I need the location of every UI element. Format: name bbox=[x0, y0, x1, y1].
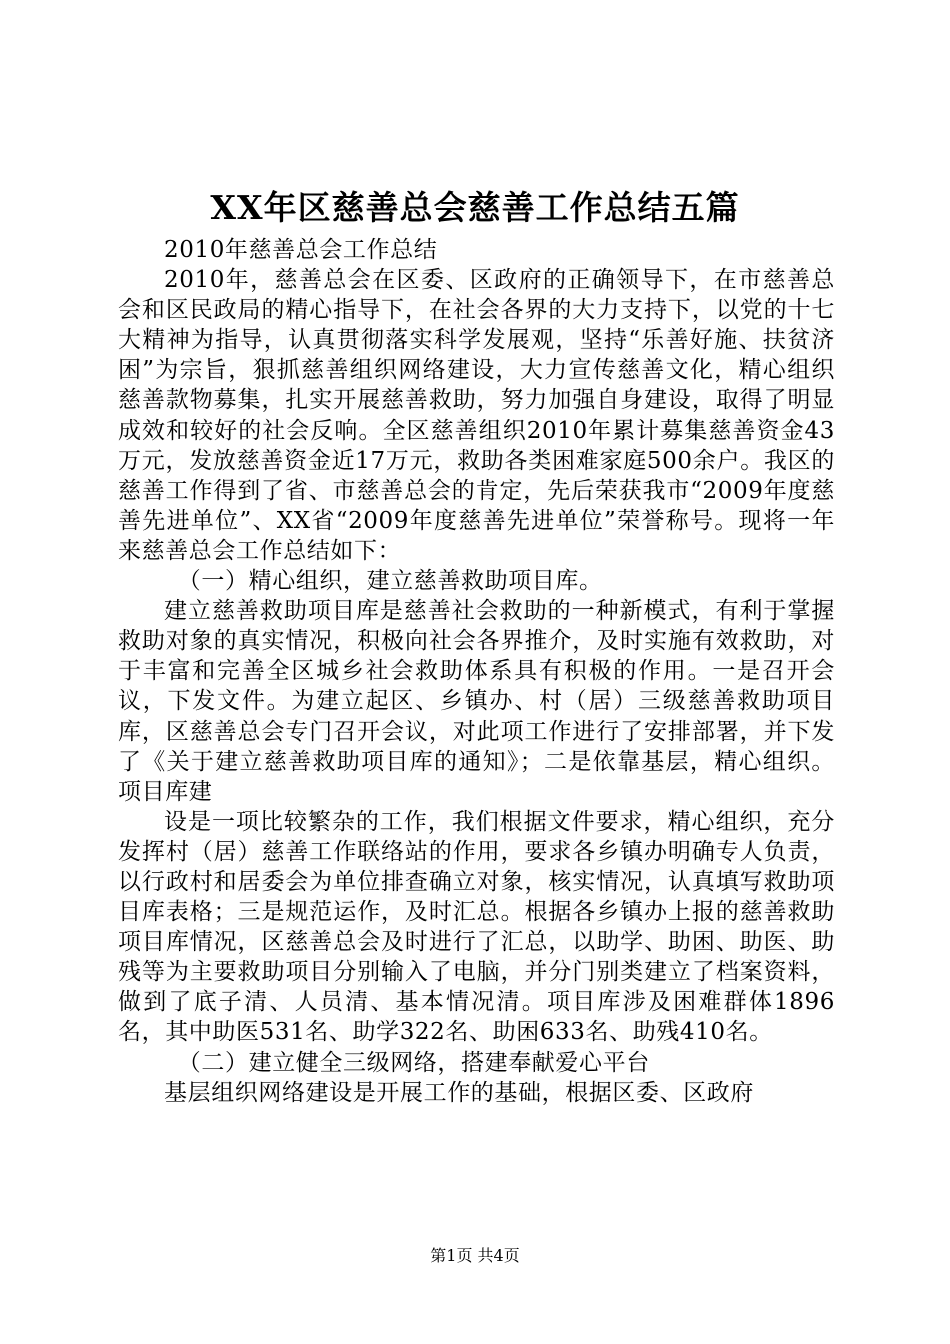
subsection-heading: （二）建立健全三级网络，搭建奉献爱心平台 bbox=[177, 1049, 650, 1076]
paragraph: 基层组织网络建设是开展工作的基础，根据区委、区政府 bbox=[164, 1079, 754, 1106]
subsection-heading: （一）精心组织，建立慈善救助项目库。 bbox=[177, 568, 603, 595]
paragraph: 设是一项比较繁杂的工作，我们根据文件要求，精心组织，充分发挥村（居）慈善工作联络站的作用，要求各乡镇办明确专人负责，以行政村和居委会为单位排查确立对象，核实情况，认真填写救助项目库表格；三是规范运作，及时汇总。根据各乡镇办上报的慈善救助项目库情况，区慈善总会及时进行了汇总，以助学、助困、助医、助残等为主要救助项目分别输入了电脑，并分门别类建立了档案资料，做到了底子清、人员清、基本情况清。项目库涉及困难群体1896名，其中助医531名、助学322名、助困633名、助残410名。 bbox=[118, 808, 835, 1046]
document-body bbox=[118, 235, 835, 1108]
document-title: XX年区慈善总会慈善工作总结五篇 bbox=[210, 188, 740, 227]
paragraph: 建立慈善救助项目库是慈善社会救助的一种新模式，有利于掌握救助对象的真实情况，积极向社会各界推介，及时实施有效救助，对于丰富和完善全区城乡社会救助体系具有积极的作用。一是召开会议，下发文件。为建立起区、乡镇办、村（居）三级慈善救助项目库，区慈善总会专门召开会议，对此项工作进行了安排部署，并下发了《关于建立慈善救助项目库的通知》；二是依靠基层，精心组织。项目库建 bbox=[118, 598, 835, 805]
section-heading: 2010年慈善总会工作总结 bbox=[164, 237, 438, 263]
page-footer: 第1页 共4页 bbox=[430, 1246, 520, 1265]
paragraph: 2010年，慈善总会在区委、区政府的正确领导下，在市慈善总会和区民政局的精心指导下，在社会各界的大力支持下，以党的十七大精神为指导，认真贯彻落实科学发展观，坚持“乐善好施、扶贫济困”为宗旨，狠抓慈善组织网络建设，大力宣传慈善文化，精心组织慈善款物募集，扎实开展慈善救助，努力加强自身建设，取得了明显成效和较好的社会反响。全区慈善组织2010年累计募集慈善资金43万元，发放慈善资金近17万元，救助各类困难家庭500余户。我区的慈善工作得到了省、市慈善总会的肯定，先后荣获我市“2009年度慈善先进单位”、XX省“2009年度慈善先进单位”荣誉称号。现将一年来慈善总会工作总结如下： bbox=[118, 267, 835, 564]
